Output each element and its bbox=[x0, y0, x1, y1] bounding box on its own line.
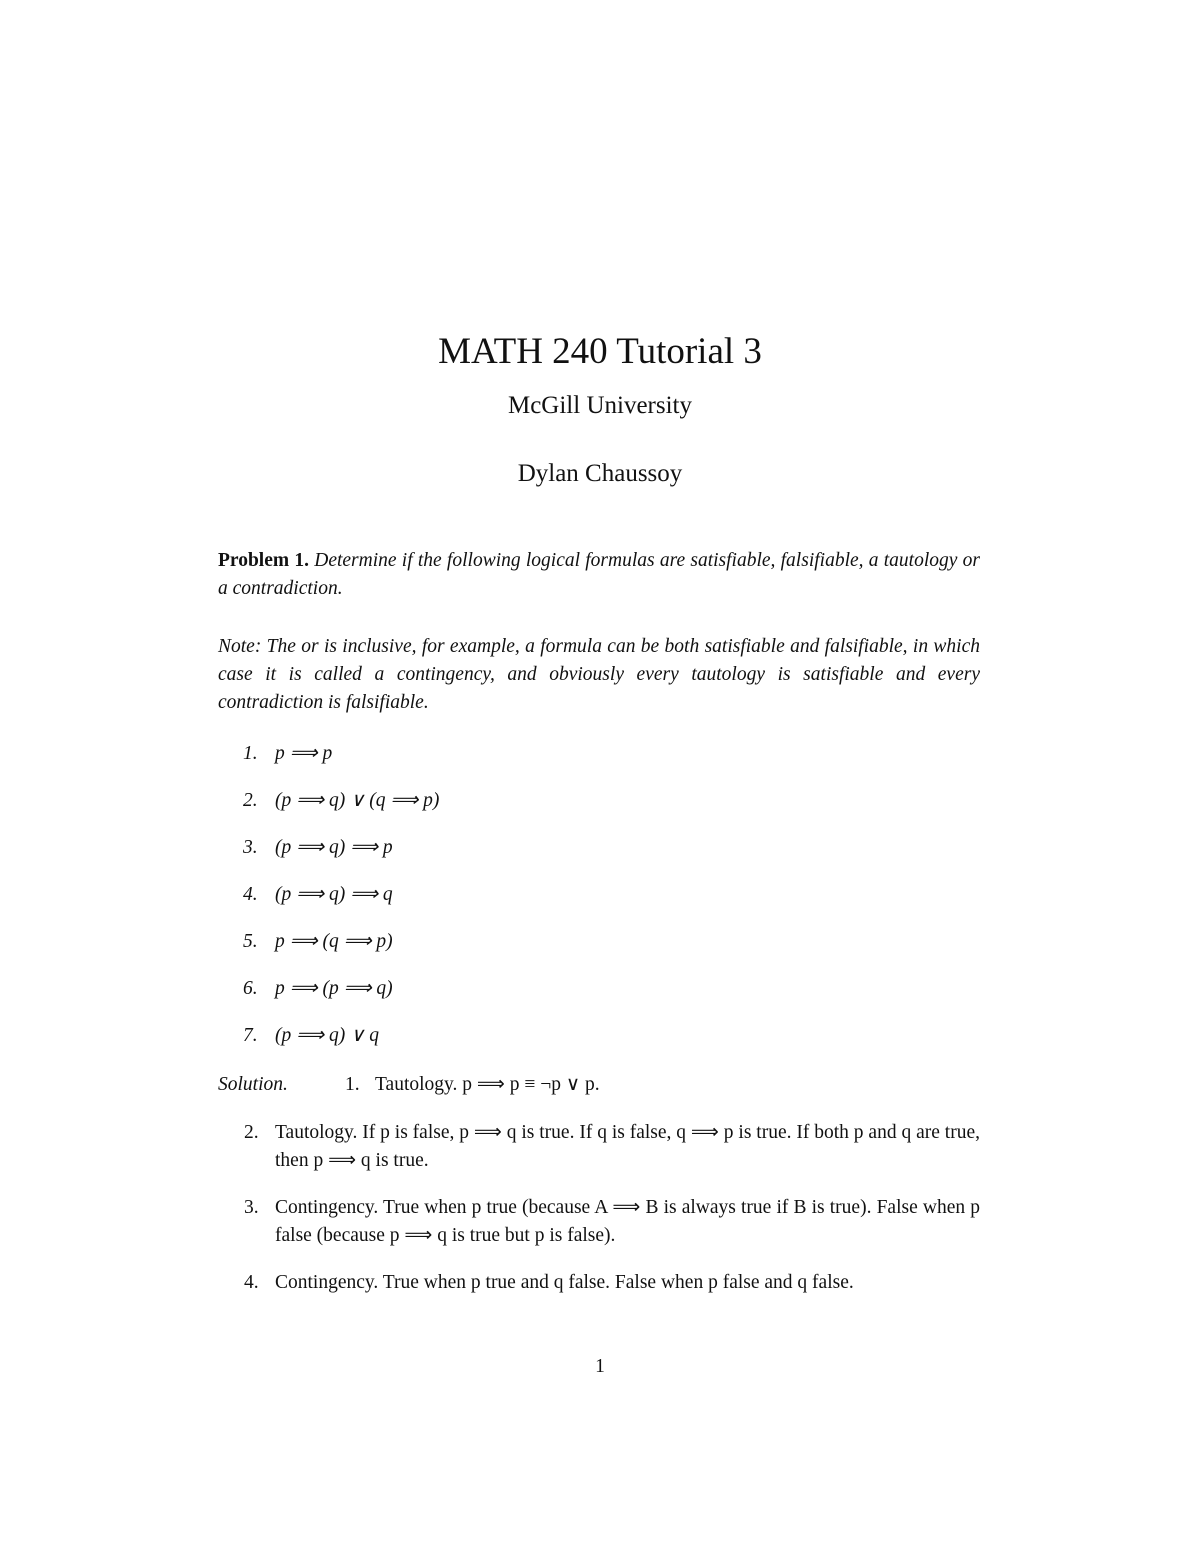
problem-note: Note: The or is inclusive, for example, a formula can be both satisfiable and falsifiable, in which case it is called a contingency, and obviously every tautology is satisfiable and every contradiction is falsifiable. bbox=[218, 636, 980, 713]
solution-number: 2. bbox=[244, 1122, 259, 1143]
formula-number: 7. bbox=[243, 1025, 258, 1046]
formula-item bbox=[243, 928, 439, 975]
formula-text: (p ⟹ q) ∨ q bbox=[275, 1025, 379, 1046]
formula-number: 6. bbox=[243, 978, 258, 999]
formula-list bbox=[243, 740, 439, 1069]
formula-text: p ⟹ (q ⟹ p) bbox=[275, 931, 393, 952]
formula-text: (p ⟹ q) ∨ (q ⟹ p) bbox=[275, 790, 440, 811]
formula-text: p ⟹ p bbox=[275, 743, 333, 764]
problem-text: Determine if the following logical formulas are satisfiable, falsifiable, a tautology or a contradiction. bbox=[218, 550, 980, 599]
solution-item bbox=[244, 1194, 980, 1250]
solution-item bbox=[244, 1269, 980, 1297]
formula-item bbox=[243, 1022, 439, 1069]
solution-number: 1. bbox=[345, 1074, 360, 1095]
solution-label: Solution. bbox=[218, 1074, 288, 1095]
solution-text: Contingency. True when p true (because A ⟹ B is always true if B is true). False when p false (because p ⟹ q is true but p is false). bbox=[275, 1197, 980, 1246]
solution-text: Contingency. True when p true and q false. False when p false and q false. bbox=[275, 1272, 854, 1293]
document-title: MATH 240 Tutorial 3 bbox=[438, 331, 762, 372]
formula-item bbox=[243, 881, 439, 928]
formula-number: 5. bbox=[243, 931, 258, 952]
problem-label: Problem 1. bbox=[218, 550, 309, 571]
problem-statement bbox=[218, 547, 980, 603]
solution-section bbox=[218, 1071, 980, 1293]
affiliation: McGill University bbox=[507, 392, 692, 419]
formula-number: 4. bbox=[243, 884, 258, 905]
page-number: 1 bbox=[595, 1356, 605, 1377]
formula-item bbox=[243, 834, 439, 881]
formula-number: 2. bbox=[243, 790, 258, 811]
solution-item bbox=[244, 1119, 980, 1175]
formula-text: (p ⟹ q) ⟹ q bbox=[275, 884, 393, 905]
formula-item bbox=[243, 787, 439, 834]
formula-number: 3. bbox=[243, 837, 258, 858]
formula-number: 1. bbox=[243, 743, 258, 764]
formula-item bbox=[243, 740, 439, 787]
author: Dylan Chaussoy bbox=[517, 460, 683, 487]
solution-text: Tautology. p ⟹ p ≡ ¬p ∨ p. bbox=[375, 1074, 600, 1095]
solution-text: Tautology. If p is false, p ⟹ q is true. If q is false, q ⟹ p is true. If both p and q are true, then p ⟹ q is true. bbox=[275, 1122, 980, 1171]
solution-number: 3. bbox=[244, 1197, 259, 1218]
formula-text: p ⟹ (p ⟹ q) bbox=[275, 978, 393, 999]
solution-item bbox=[218, 1071, 980, 1099]
solution-number: 4. bbox=[244, 1272, 259, 1293]
formula-text: (p ⟹ q) ⟹ p bbox=[275, 837, 393, 858]
formula-item bbox=[243, 975, 439, 1022]
title-block bbox=[0, 328, 1200, 490]
